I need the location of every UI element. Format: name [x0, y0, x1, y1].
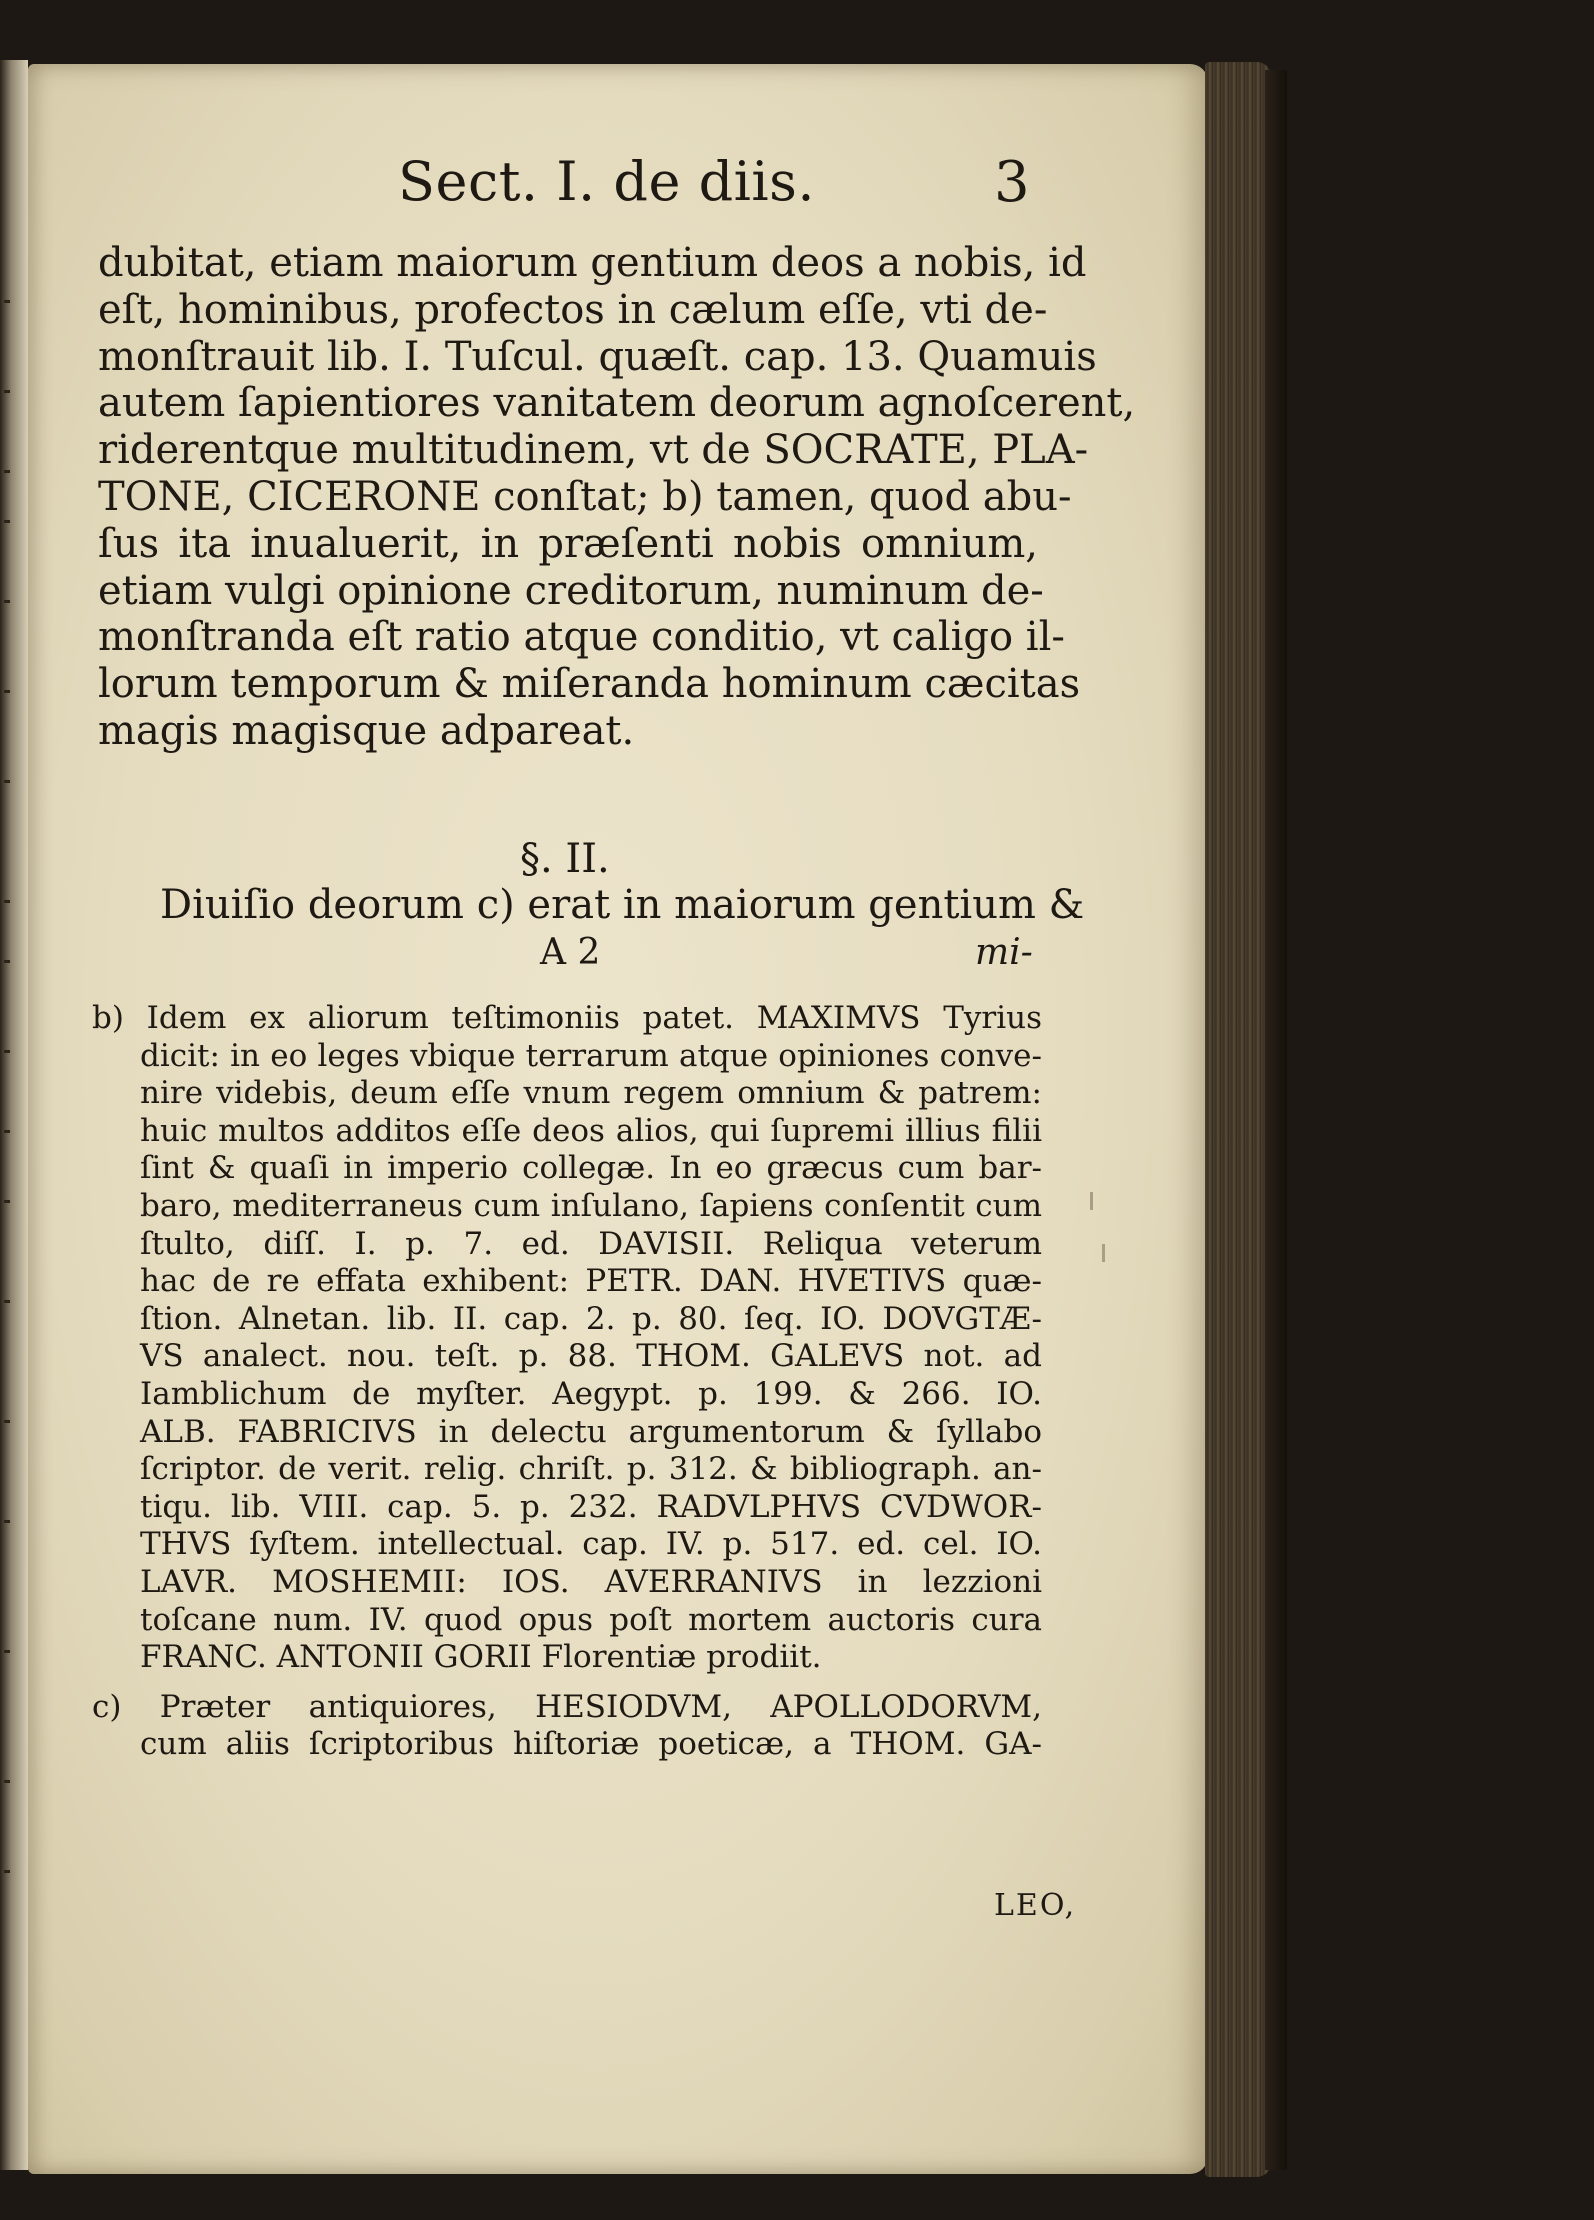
book-cover-edge [1265, 70, 1287, 2170]
footnote-b-line: b) Idem ex aliorum teſtimoniis patet. MAXIMVS Tyrius [92, 1000, 1042, 1036]
footnote-b-line: dicit: in eo leges vbique terrarum atque opiniones conve- [140, 1037, 1042, 1074]
text-line: dubitat, etiam maiorum gentium deos a nobis, id [98, 240, 1087, 286]
running-head: Sect. I. de diis. [398, 150, 816, 213]
footnote-b-line: nire videbis, deum eſſe vnum regem omnium & patrem: [140, 1075, 1042, 1112]
footnotes [92, 1000, 1042, 1764]
final-catchword: LEO, [994, 1888, 1077, 1923]
paper-blemish [1090, 1192, 1093, 1210]
page-number: 3 [994, 150, 1030, 215]
footnote-b-line: ſtulto, diſſ. I. p. 7. ed. DAVISII. Reliqua veterum [140, 1225, 1042, 1262]
footnote-b-line: THVS ſyſtem. intellectual. cap. IV. p. 517. ed. cel. IO. [140, 1526, 1042, 1563]
footnote-gap [92, 1677, 1042, 1689]
text-line: monſtrauit lib. I. Tuſcul. quæſt. cap. 13. Quamuis [98, 333, 1097, 380]
footnote-c-line: c) Præter antiquiores, HESIODVM, APOLLODORVM, [92, 1688, 1042, 1725]
footnote-b-line: hac de re effata exhibent: PETR. DAN. HVETIVS quæ- [140, 1263, 1042, 1300]
footnote-b-line: Iamblichum de myſter. Aegypt. p. 199. & 266. IO. [140, 1375, 1042, 1412]
text-line: magis magisque adpareat. [98, 707, 635, 754]
text-line: TONE, CICERONE conſtat; b) tamen, quod abu- [98, 473, 1072, 520]
text-line: monſtranda eſt ratio atque conditio, vt caligo il- [98, 614, 1065, 661]
footnote-c-line: cum aliis ſcriptoribus hiſtoriæ poeticæ, a THOM. GA- [140, 1726, 1042, 1763]
footnote-b-line: ſtion. Alnetan. lib. II. cap. 2. p. 80. ſeq. IO. DOVGTÆ- [140, 1300, 1042, 1337]
section-heading: §. II. [520, 836, 610, 882]
footnote-b-line: toſcane num. IV. quod opus poſt mortem auctoris cura [140, 1601, 1042, 1638]
footnote-b-line: huic multos additos eſſe deos alios, qui ſupremi illius filii [140, 1112, 1042, 1149]
footnote-b-line: LAVR. MOSHEMII: IOS. AVERRANIVS in lezzioni [140, 1563, 1042, 1600]
footnote-b-line: tiqu. lib. VIII. cap. 5. p. 232. RADVLPHVS CVDWOR- [140, 1488, 1042, 1525]
main-text [98, 240, 1136, 755]
footnote-b-line: ſint & quaſi in imperio collegæ. In eo græcus cum bar- [140, 1150, 1042, 1187]
facing-page-marks [0, 0, 30, 2220]
footnote-b-line: baro, mediterraneus cum inſulano, ſapiens conſentit cum [140, 1187, 1042, 1224]
text-line: lorum temporum & miſeranda hominum cæcitas [98, 661, 1081, 708]
page-block-edge [1205, 62, 1271, 2177]
text-line: etiam vulgi opinione creditorum, numinum de- [98, 567, 1044, 614]
paper-blemish [1102, 1244, 1105, 1262]
text-line: riderentque multitudinem, vt de SOCRATE, PLA- [98, 427, 1089, 474]
catchword: mi- [975, 932, 1033, 973]
footnote-b-line: ſcriptor. de verit. relig. chriſt. p. 312. & bibliograph. an- [140, 1451, 1042, 1488]
footnote-b-line: VS analect. nou. teſt. p. 88. THOM. GALEVS not. ad [140, 1338, 1042, 1375]
text-line: Diuiſio deorum c) erat in maiorum gentium & [160, 882, 1085, 928]
text-line: autem ſapientiores vanitatem deorum agnoſcerent, [98, 380, 1136, 427]
signature-mark: A 2 [540, 932, 601, 973]
text-line: ſus ita inualuerit, in præſenti nobis omnium, [98, 520, 1038, 567]
footnote-b-line: FRANC. ANTONII GORII Florentiæ prodiit. [140, 1639, 822, 1676]
text-line: eſt, hominibus, profectos in cælum eſſe, vti de- [98, 286, 1048, 333]
footnote-b-line: ALB. FABRICIVS in delectu argumentorum & ſyllabo [140, 1413, 1042, 1450]
